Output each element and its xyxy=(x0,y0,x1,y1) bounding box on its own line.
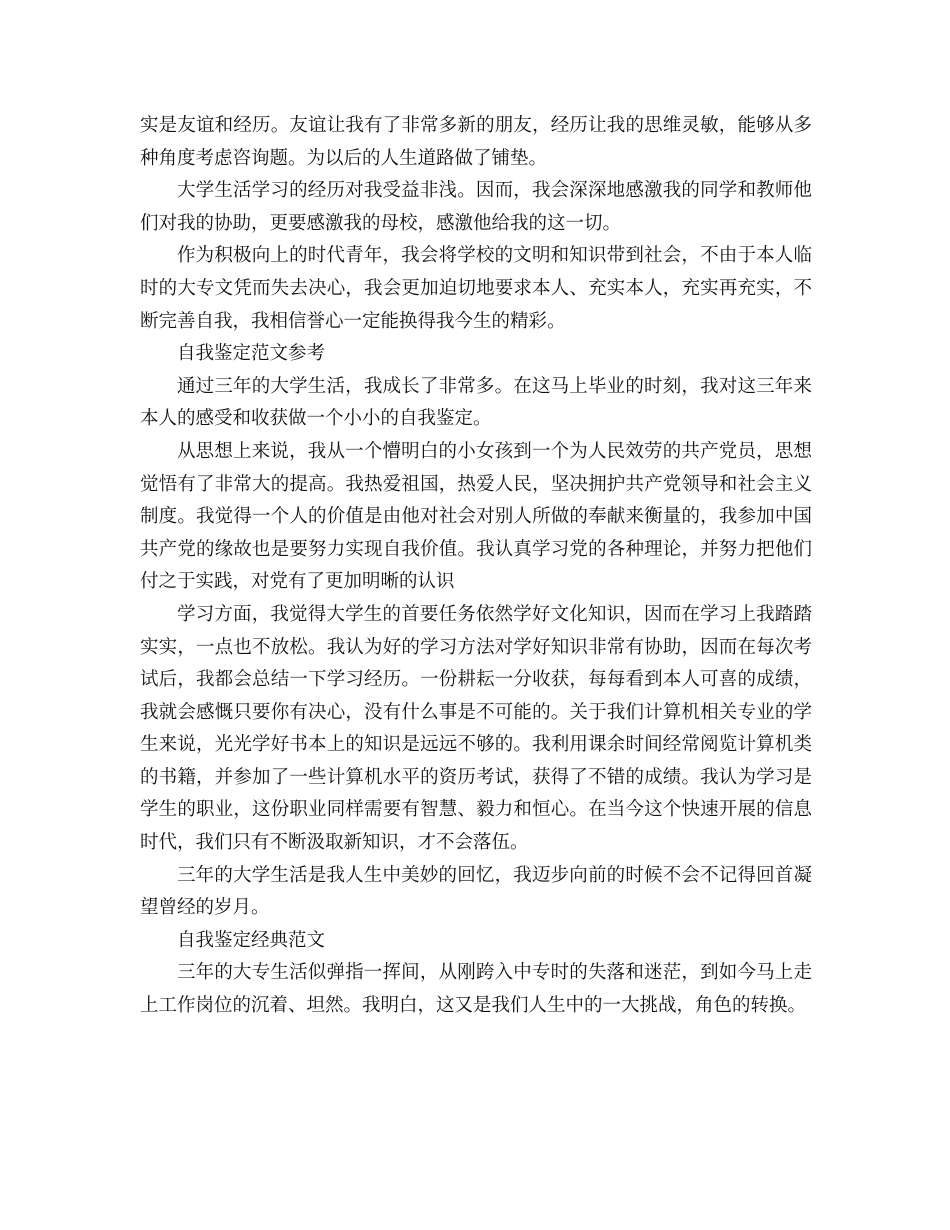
paragraph-intro: 通过三年的大学生活，我成长了非常多。在这马上毕业的时刻，我对这三年来本人的感受和收获做一个小小的自我鉴定。 xyxy=(140,375,812,430)
paragraph-college-life: 三年的大专生活似弹指一挥间，从刚跨入中专时的失落和迷茫，到如今马上走上工作岗位的沉着、坦然。我明白，这又是我们人生中的一大挑战，角色的转换。 xyxy=(140,962,812,1017)
section-heading-reference: 自我鉴定范文参考 xyxy=(177,343,326,365)
document-body xyxy=(140,110,812,1023)
paragraph-gratitude: 大学生活学习的经历对我受益非浅。因而，我会深深地感激我的同学和教师他们对我的协助，更要感激我的母校，感激他给我的这一切。 xyxy=(140,180,812,234)
paragraph-continuation: 实是友谊和经历。友谊让我有了非常多新的朋友，经历让我的思维灵敏，能够从多种角度考虑咨询题。为以后的人生道路做了铺垫。 xyxy=(140,115,812,169)
section-heading-classic: 自我鉴定经典范文 xyxy=(177,929,326,951)
paragraph-youth: 作为积极向上的时代青年，我会将学校的文明和知识带到社会，不由于本人临时的大专文凭而失去决心，我会更加迫切地要求本人、充实本人，充实再充实，不断完善自我，我相信誉心一定能换得我今生的精彩。 xyxy=(140,245,812,332)
paragraph-memory: 三年的大学生活是我人生中美妙的回忆，我迈步向前的时候不会不记得回首凝望曾经的岁月。 xyxy=(140,864,812,919)
paragraph-ideology: 从思想上来说，我从一个懵明白的小女孩到一个为人民效劳的共产党员，思想觉悟有了非常大的提高。我热爱祖国，热爱人民，坚决拥护共产党领导和社会主义制度。我觉得一个人的价值是由他对社会对别人所做的奉献来衡量的，我参加中国共产党的缘故也是要努力实现自我价值。我认真学习党的各种理论，并努力把他们付之于实践，对党有了更加明晰的认识 xyxy=(140,440,812,593)
paragraph-study: 学习方面，我觉得大学生的首要任务依然学好文化知识，因而在学习上我踏踏实实，一点也不放松。我认为好的学习方法对学好知识非常有协助，因而在每次考试后，我都会总结一下学习经历。一份耕耘一分收获，每每看到本人可喜的成绩，我就会感慨只要你有决心，没有什么事是不可能的。关于我们计算机相关专业的学生来说，光光学好书本上的知识是远远不够的。我利用课余时间经常阅览计算机类的书籍，并参加了一些计算机水平的资历考试，获得了不错的成绩。我认为学习是学生的职业，这份职业同样需要有智慧、毅力和恒心。在当今这个快速开展的信息时代，我们只有不断汲取新知识，才不会落伍。 xyxy=(140,603,812,854)
